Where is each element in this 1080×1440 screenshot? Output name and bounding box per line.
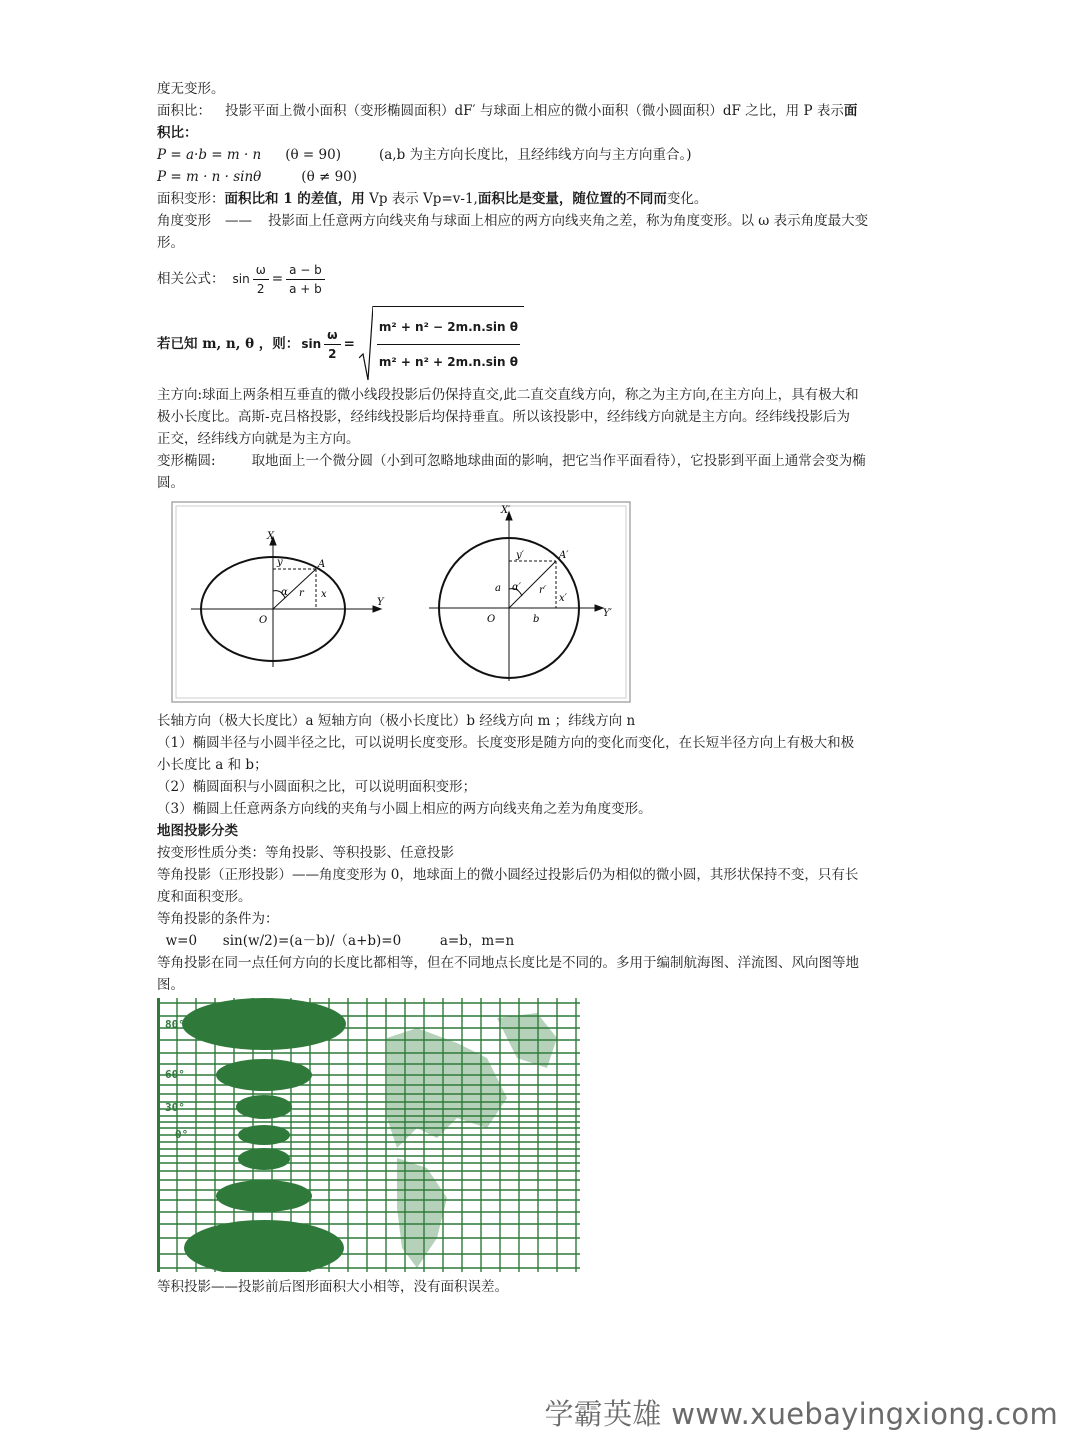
x-label: x′ bbox=[559, 593, 567, 604]
mercator-map-figure bbox=[157, 998, 580, 1272]
main-direction-line: 正交，经纬线方向就是为主方向。 bbox=[157, 431, 360, 447]
text-line: 形。 bbox=[157, 235, 184, 251]
origin-label: O bbox=[487, 614, 496, 625]
list-item: 小长度比 a 和 b； bbox=[157, 757, 268, 773]
footer-watermark: 学霸英雄 www.xuebayingxiong.com bbox=[544, 1397, 1058, 1431]
r-label: r′ bbox=[539, 585, 547, 596]
list-item: （2）椭圆面积与小圆面积之比，可以说明面积变形； bbox=[157, 779, 477, 795]
lat-label: 80° bbox=[165, 1018, 185, 1031]
point-label: A′ bbox=[559, 550, 569, 561]
equation-line: P = a·b = m · n (θ = 90) (a,b 为主方向长度比，且经纬线方向与主方向重合。) bbox=[157, 147, 692, 163]
square-root: m² + n² − 2m.n.sin θ m² + n² + 2m.n.sin θ bbox=[359, 306, 524, 382]
main-direction-line: 极小长度比。高斯-克吕格投影，经纬线投影后均保持垂直。所以该投影中，经纬线方向就是主方向。经纬线投影后为 bbox=[157, 409, 851, 425]
text-line: 等积投影——投影前后图形面积大小相等，没有面积误差。 bbox=[157, 1279, 508, 1295]
y-label: y′ bbox=[516, 550, 524, 561]
x-label: x bbox=[321, 589, 327, 600]
y-label: y bbox=[277, 557, 283, 568]
document-body-3 bbox=[157, 1276, 927, 1298]
list-item: （3）椭圆上任意两条方向线的夹角与小圆上相应的两方向线夹角之差为角度变形。 bbox=[157, 801, 652, 817]
area-ratio-paragraph: 面积比： 投影平面上微小面积（变形椭圆面积）dF′ 与球面上相应的微小面积（微小圆面积）dF 之比，用 P 表示面 bbox=[157, 103, 858, 119]
axis-label-y: Y bbox=[377, 597, 384, 608]
deformation-ellipse-figure bbox=[171, 501, 631, 703]
equation-line: P = m · n · sinθ (θ ≠ 90) bbox=[157, 169, 358, 185]
angle-deformation-paragraph: 角度变形 —— 投影面上任意两方向线夹角与球面上相应的两方向线夹角之差，称为角度变形。以 ω 表示角度最大变 bbox=[157, 213, 869, 229]
text-line: 等角投影（正形投影）——角度变形为 0，地球面上的微小圆经过投影后仍为相似的微小圆，其形状保持不变，只有长 bbox=[157, 867, 859, 883]
lat-label: 0° bbox=[175, 1128, 189, 1141]
axis-label-x-prime: X′ bbox=[501, 505, 511, 516]
text-line: 圆。 bbox=[157, 475, 184, 491]
text-line: 度无变形。 bbox=[157, 81, 225, 97]
r-label: r bbox=[299, 588, 304, 599]
point-label: A bbox=[318, 559, 326, 570]
origin-label: O bbox=[259, 615, 268, 626]
equation-line: w=0 sin(w/2)=(a－b)/（a+b)=0 a=b，m=n bbox=[157, 933, 515, 949]
list-item: （1）椭圆半径与小圆半径之比，可以说明长度变形。长度变形是随方向的变化而变化，在长短半径方向上有极大和极 bbox=[157, 735, 855, 751]
axis-label-x: X bbox=[267, 531, 275, 542]
a-label: a bbox=[495, 583, 501, 594]
text-line: 图。 bbox=[157, 977, 184, 993]
axis-description: 长轴方向（极大长度比）a 短轴方向（极小长度比）b 经线方向 m ；纬线方向 n bbox=[157, 713, 636, 729]
lat-label: 60° bbox=[165, 1068, 185, 1081]
text-line: 积比： bbox=[157, 125, 198, 141]
b-label: b bbox=[533, 614, 540, 625]
deformation-ellipse-paragraph: 变形椭圆: 取地面上一个微分圆（小到可忽略地球曲面的影响，把它当作平面看待），它投影到平面上通常会变为椭 bbox=[157, 453, 866, 469]
alpha-label: α bbox=[281, 587, 288, 598]
document-body-2 bbox=[157, 710, 927, 996]
area-deformation-paragraph: 面积变形：面积比和 1 的差值，用 Vp 表示 Vp=v-1,面积比是变量，随位置的不同而变化。 bbox=[157, 191, 708, 207]
text-line: 等角投影在同一点任何方向的长度比都相等，但在不同地点长度比是不同的。多用于编制航海图、洋流图、风向图等地 bbox=[157, 955, 859, 971]
text-line: 度和面积变形。 bbox=[157, 889, 252, 905]
text-line: 等角投影的条件为： bbox=[157, 911, 279, 927]
text-line: 按变形性质分类：等角投影、等积投影、任意投影 bbox=[157, 845, 454, 861]
formula-sqrt: 若已知 m, n, θ ，则： sin $\frac{\omega}{2}$ = m² + n² − 2m.n.sin θ m² + n² + 2m.n.sin θ bbox=[157, 304, 927, 384]
formula-sin-half-omega: 相关公式： sin $\frac{\omega}{2}$ = $\frac{a - b}{a + b}$ bbox=[157, 256, 927, 302]
alpha-label: α′ bbox=[512, 582, 522, 593]
axis-label-y-prime: Y′ bbox=[603, 608, 612, 619]
lat-label: 30° bbox=[165, 1101, 185, 1114]
section-heading: 地图投影分类 bbox=[157, 823, 238, 839]
document-body bbox=[157, 78, 927, 494]
main-direction-line: 主方向:球面上两条相互垂直的微小线段投影后仍保持直交,此二直交直线方向，称之为主方向,在主方向上，具有极大和 bbox=[157, 387, 859, 403]
